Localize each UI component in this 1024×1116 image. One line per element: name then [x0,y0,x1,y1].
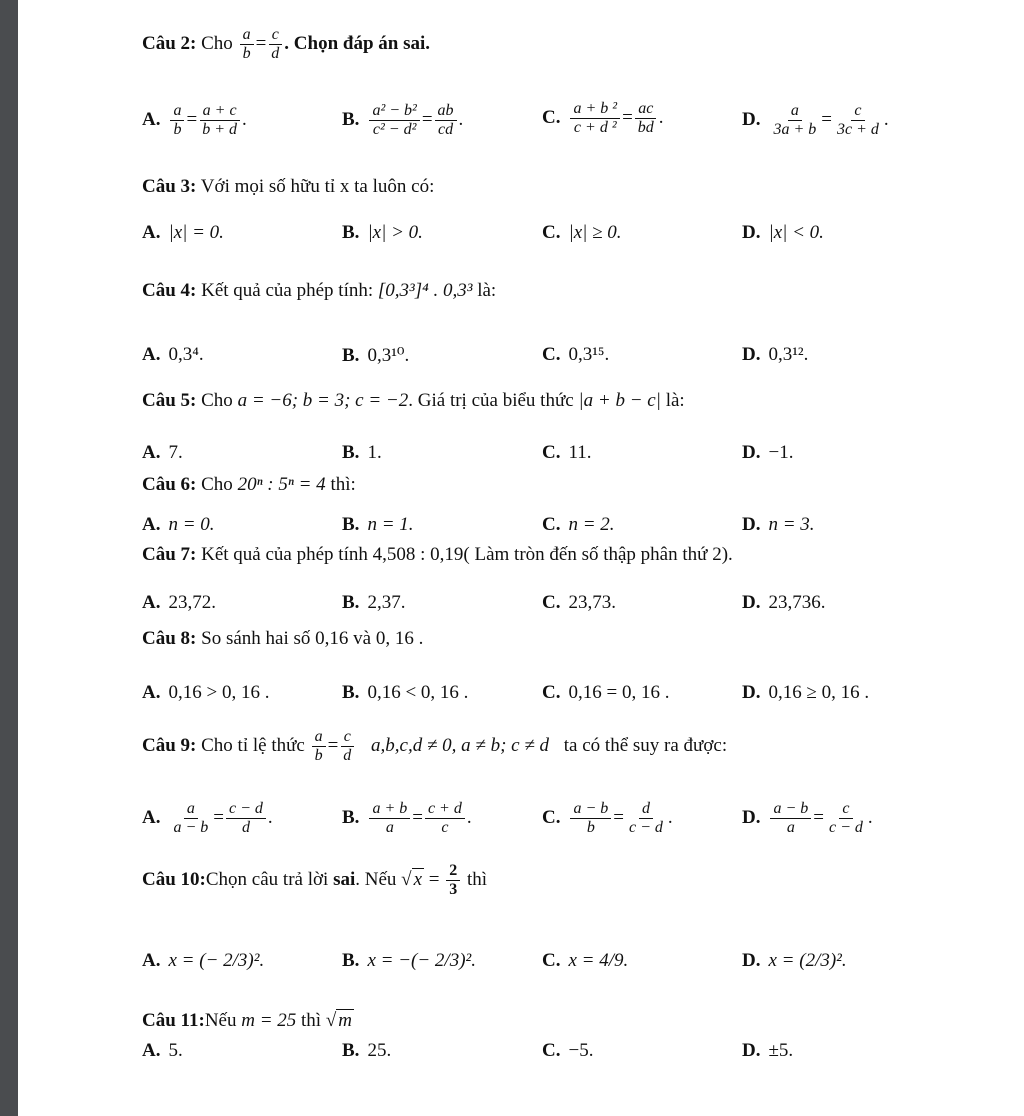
question-text: là: [477,280,497,301]
fraction [312,728,326,765]
option-text: 0,3¹². [768,344,809,365]
option-text: |x| ≥ 0. [568,222,622,243]
option-text: 0,16 < 0, 16 . [367,682,469,703]
denominator: b [242,45,251,62]
question-label: Câu 10: [142,868,206,890]
option-key: A. [142,514,161,535]
option-key: D. [742,514,761,535]
option-text: n = 1. [367,514,414,535]
question-text: thì [467,868,488,890]
expression: 4,508 : 0,19 [372,544,464,565]
option-key: C. [542,592,561,613]
square-root: √ m [325,1010,353,1031]
option-key: B. [342,442,360,463]
expression: |a + b − c| [578,390,661,411]
numerator: a [184,800,198,819]
option-key: B. [342,806,360,828]
option-d[interactable]: D. $\frac{a}{3a + b}$ = $\frac{c}{3c + d}$ . [742,102,889,138]
option-key: C. [542,806,561,828]
question-8 [142,628,423,650]
option-c[interactable]: C. $\frac{a - b}{b}$ = $\frac{d}{c - d}$ . [542,800,673,836]
punct: . [242,108,247,130]
question-5 [142,390,685,412]
option-d[interactable] [742,442,793,464]
numerator: a [170,102,184,121]
viewer-left-edge [0,0,18,1116]
option-text: 7. [168,442,183,463]
denominator: a [786,819,795,836]
fraction [446,862,460,899]
fraction [435,102,457,139]
fraction [268,26,282,63]
option-a[interactable] [142,344,204,366]
question-text: . Nếu [355,868,397,890]
fraction [369,800,410,837]
numerator: ac [635,100,656,119]
option-a[interactable] [142,442,183,464]
question-text: thì [301,1010,322,1031]
option-text: x = 4/9. [568,950,629,971]
numerator: c [839,800,852,819]
denominator: d [343,747,352,764]
fraction [199,102,240,139]
option-key: D. [742,222,761,243]
question-text: Kết quả của phép tính [201,544,368,565]
expression: 0,16 [315,628,349,649]
expression: a,b,c,d ≠ 0, a ≠ b; c ≠ d [371,734,550,756]
numerator: c + d [425,800,465,819]
question-text: . Giá trị của biểu thức [408,390,574,411]
option-text: −5. [568,1040,594,1061]
question-text: là: [665,390,685,411]
option-key: B. [342,592,360,613]
fraction [340,728,354,765]
denominator: c − d [829,819,863,836]
option-key: D. [742,442,761,463]
denominator: c + d ² [573,119,617,136]
option-text: −1. [768,442,794,463]
option-text: 1. [367,442,382,463]
question-9: Câu 9: Cho tỉ lệ thức $\frac{a}{b}$ = $\frac{c}{d}$ a,b,c,d ≠ 0, a ≠ b; c ≠ d ta có thể suy ra được: [142,728,728,764]
fraction [626,800,666,837]
denominator: a − b [173,819,209,836]
punct: . [883,108,889,130]
option-key: C. [542,442,561,463]
option-key: C. [542,682,561,703]
question-4 [142,280,496,302]
denominator: b + d [202,121,237,138]
option-key: A. [142,108,161,130]
option-d[interactable] [742,1040,793,1062]
option-text: 11. [568,442,592,463]
option-text: n = 2. [568,514,615,535]
question-text: Với mọi số hữu tỉ x ta luôn có: [200,176,435,197]
radicand: x [413,868,423,890]
option-key: B. [342,682,360,703]
numerator: c [851,102,864,121]
numerator: c [341,728,354,747]
option-text: 0,3¹⁰. [367,345,410,366]
option-key: B. [342,1040,360,1061]
option-key: B. [342,222,360,243]
option-text: 0,3¹⁵. [568,344,610,365]
denominator: d [241,819,250,836]
question-6 [142,474,356,496]
question-label: Câu 7: [142,544,197,565]
denominator: 3c + d [837,121,879,138]
question-text: Chọn câu trả lời [205,868,329,890]
option-text: 0,16 > 0, 16 . [168,682,270,703]
option-c[interactable] [542,950,628,972]
option-key: C. [542,106,561,128]
question-label: Câu 8: [142,628,197,649]
option-c[interactable] [542,514,615,536]
option-text: 2,37. [367,592,406,613]
option-text: |x| > 0. [367,222,423,243]
option-text: 23,73. [568,592,616,613]
denominator: cd [437,121,454,138]
fraction [635,100,657,137]
option-key: A. [142,222,161,243]
option-text: x = (− 2/3)². [168,950,265,971]
question-label: Câu 11: [142,1010,205,1031]
option-c[interactable] [542,344,609,366]
option-key: D. [742,950,761,971]
option-text: 23,72. [168,592,216,613]
numerator: a [240,26,254,45]
option-key: D. [742,682,761,703]
punct: . [867,806,873,828]
option-text: ±5. [768,1040,794,1061]
question-text: Cho tỉ lệ thức [201,734,305,756]
expression: 0, 16 . [375,628,424,649]
option-key: C. [542,514,561,535]
denominator: 3a + b [773,121,817,138]
expression: m = 25 [241,1010,297,1031]
expression: a = −6; b = 3; c = −2 [237,390,409,411]
option-c[interactable] [542,1040,593,1062]
option-key: D. [742,108,761,130]
numerator: a − b [570,800,611,819]
question-3 [142,176,434,198]
question-text: . Chọn đáp án sai. [284,32,431,54]
denominator: bd [637,119,654,136]
option-c[interactable] [542,682,669,704]
option-key: A. [142,592,161,613]
question-2: Câu 2: Cho $\frac{a}{b}$ = $\frac{c}{d}$ . Chọn đáp án sai. [142,26,431,62]
question-text: Cho [201,32,233,54]
fraction [425,800,465,837]
option-text: n = 0. [168,514,215,535]
fraction [770,102,819,139]
option-text: 0,16 = 0, 16 . [568,682,670,703]
option-text: |x| = 0. [168,222,224,243]
question-label: Câu 2: [142,32,197,54]
numerator: d [639,800,653,819]
option-key: B. [342,950,360,971]
option-text: |x| < 0. [768,222,824,243]
option-b[interactable] [342,1040,391,1062]
option-key: C. [542,950,561,971]
option-a[interactable] [142,592,216,614]
numerator: a² − b² [369,102,419,121]
option-a[interactable] [142,514,215,536]
option-key: C. [542,1040,561,1061]
fraction [834,102,882,139]
option-key: A. [142,806,161,828]
option-key: C. [542,222,561,243]
denominator: d [271,45,280,62]
question-text: ta có thể suy ra được: [563,734,728,756]
option-d[interactable] [742,344,808,366]
punct: . [458,108,464,130]
fraction [240,26,254,63]
numerator: c [269,26,282,45]
option-key: A. [142,344,161,365]
question-text: Nếu [204,1010,237,1031]
square-root: √ x [401,868,423,890]
option-text: x = −(− 2/3)². [367,950,476,971]
question-11 [142,1010,354,1032]
denominator: b [314,747,323,764]
option-text: 25. [367,1040,392,1061]
emphasis-word: sai [333,868,356,890]
question-label: Câu 9: [142,734,197,756]
option-b[interactable] [342,592,405,614]
option-b[interactable] [342,514,414,536]
question-text: và [353,628,372,649]
option-key: A. [142,442,161,463]
question-label: Câu 4: [142,280,197,301]
option-key: A. [142,682,161,703]
numerator: a [788,102,802,121]
option-a[interactable] [142,222,224,244]
option-b[interactable]: B. $\frac{\text{a² − b²}}{\text{c² − d²}}$ = $\frac{ab}{cd}$ . [342,102,464,138]
question-text: Cho [201,474,233,495]
option-d[interactable] [742,682,869,704]
option-key: C. [542,344,561,365]
option-a[interactable] [142,1040,183,1062]
denominator: b [173,121,182,138]
numerator: a + c [200,102,240,121]
option-d[interactable] [742,514,815,536]
numerator: a + b [369,800,410,819]
option-key: D. [742,344,761,365]
question-text: ( Làm tròn đến số thập phân thứ 2). [463,544,733,565]
numerator: c − d [226,800,266,819]
question-label: Câu 3: [142,176,197,197]
question-text: Kết quả của phép tính: [201,280,374,301]
option-text: x = (2/3)². [768,950,847,971]
denominator: a [385,819,394,836]
numerator: a − b [770,800,811,819]
fraction [226,800,266,837]
numerator: ab [435,102,457,121]
denominator: c [441,819,449,836]
option-d[interactable] [742,222,824,244]
option-text: 23,736. [768,592,826,613]
option-key: A. [142,1040,161,1061]
option-c[interactable] [542,592,616,614]
option-text: 5. [168,1040,183,1061]
option-key: D. [742,1040,761,1061]
question-label: Câu 5: [142,390,197,411]
option-c[interactable] [542,222,622,244]
option-a[interactable] [142,950,264,972]
option-c[interactable] [542,442,592,464]
expression: [0,3³]⁴ . 0,3³ [377,280,473,301]
fraction [826,800,866,837]
fraction [170,102,184,139]
punct: . [658,106,664,128]
option-d[interactable] [742,592,825,614]
option-a[interactable]: A. $\frac{a}{a - b}$ = $\frac{c - d}{d}$ . [142,800,273,836]
option-b[interactable]: B. $\frac{a + b}{a}$ = $\frac{c + d}{c}$ . [342,800,472,836]
radicand: m [338,1010,353,1031]
option-key: D. [742,806,761,828]
option-a[interactable] [142,682,269,704]
option-text: 0,3⁴. [168,344,204,365]
option-key: D. [742,592,761,613]
question-text: Cho [201,390,233,411]
option-d[interactable] [742,950,847,972]
denominator: c² − d² [372,121,417,138]
fraction [369,102,419,139]
option-b[interactable] [342,442,382,464]
fraction [570,800,611,837]
option-c[interactable]: C. $\frac{\text{a + b ²}}{\text{c + d ²}}$ = $\frac{ac}{bd}$ . [542,100,664,136]
equals-sign: = [428,868,440,890]
denominator: c − d [629,819,663,836]
punct: . [667,806,673,828]
numerator: 2 [446,862,460,881]
punct: . [466,806,472,828]
question-text: thì: [330,474,356,495]
option-b[interactable] [342,682,468,704]
option-text: 0,16 ≥ 0, 16 . [768,682,870,703]
fraction [770,800,811,837]
question-7 [142,544,733,566]
option-b[interactable] [342,950,476,972]
punct: . [267,806,273,828]
option-d[interactable]: D. $\frac{a - b}{a}$ = $\frac{c}{c - d}$ . [742,800,873,836]
numerator: a + b ² [570,100,620,119]
option-b[interactable] [342,344,409,367]
option-text: n = 3. [768,514,815,535]
numerator: a [312,728,326,747]
question-text: So sánh hai số [201,628,311,649]
fraction [570,100,620,137]
fraction [170,800,211,837]
option-a[interactable]: A. $\frac{a}{b}$ = $\frac{a + c}{b + d}$ . [142,102,247,138]
denominator: b [586,819,595,836]
question-label: Câu 6: [142,474,197,495]
option-key: B. [342,345,360,366]
option-key: B. [342,514,360,535]
denominator: 3 [449,881,458,898]
question-10 [142,862,487,899]
option-key: A. [142,950,161,971]
expression: 20ⁿ : 5ⁿ = 4 [237,474,326,495]
option-key: B. [342,108,360,130]
option-b[interactable] [342,222,423,244]
